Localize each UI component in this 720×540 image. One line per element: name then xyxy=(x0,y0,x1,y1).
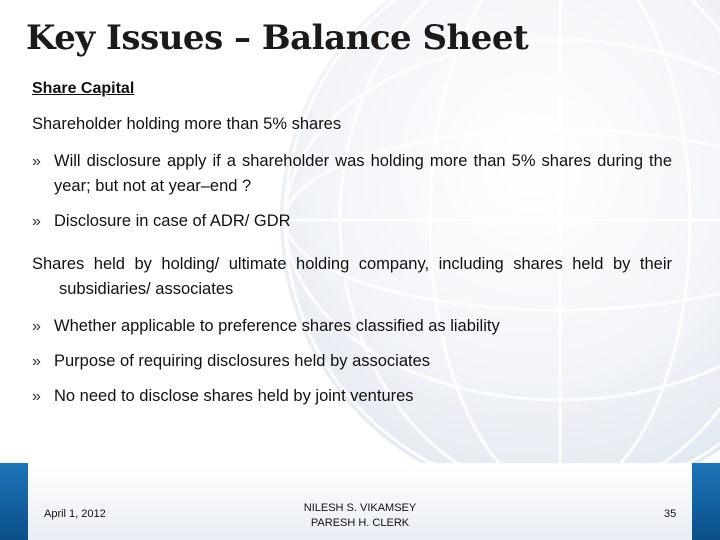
bullet-item xyxy=(32,314,672,339)
footer-date: April 1, 2012 xyxy=(44,508,106,520)
paragraph-shareholder-5pct: Shareholder holding more than 5% shares xyxy=(32,115,342,133)
bullet-text: Whether applicable to preference shares classified as liability xyxy=(54,317,500,335)
page-number: 35 xyxy=(664,508,677,520)
bullet-chevron-icon: » xyxy=(32,353,41,370)
bullet-text: No need to disclose shares held by joint ventures xyxy=(54,387,414,405)
bullet-item xyxy=(32,384,672,409)
bullet-text: Purpose of requiring disclosures held by associates xyxy=(54,352,431,370)
bullet-text: Disclosure in case of ADR/ GDR xyxy=(54,212,291,230)
footer-author-1: NILESH S. VIKAMSEY xyxy=(303,502,417,514)
bullet-item xyxy=(32,209,672,234)
bullet-chevron-icon: » xyxy=(32,388,41,405)
bullet-text: Will disclosure apply if a shareholder was holding more than 5% shares during the year; but not at year–end ? xyxy=(54,152,672,195)
bullet-chevron-icon: » xyxy=(32,318,41,335)
bullet-chevron-icon: » xyxy=(32,213,41,230)
bullet-chevron-icon: » xyxy=(32,153,41,170)
section-heading: Share Capital xyxy=(32,80,135,97)
bullet-item xyxy=(32,349,672,374)
slide-title: Key Issues – Balance Sheet xyxy=(26,18,529,58)
footer-authors xyxy=(280,501,440,531)
slide-content xyxy=(32,80,672,419)
paragraph-holding-company: Shares held by holding/ ultimate holding company, including shares held by their subsidiaries/ associates xyxy=(32,255,672,298)
bullet-item xyxy=(32,149,672,199)
footer-author-2: PARESH H. CLERK xyxy=(310,517,410,529)
